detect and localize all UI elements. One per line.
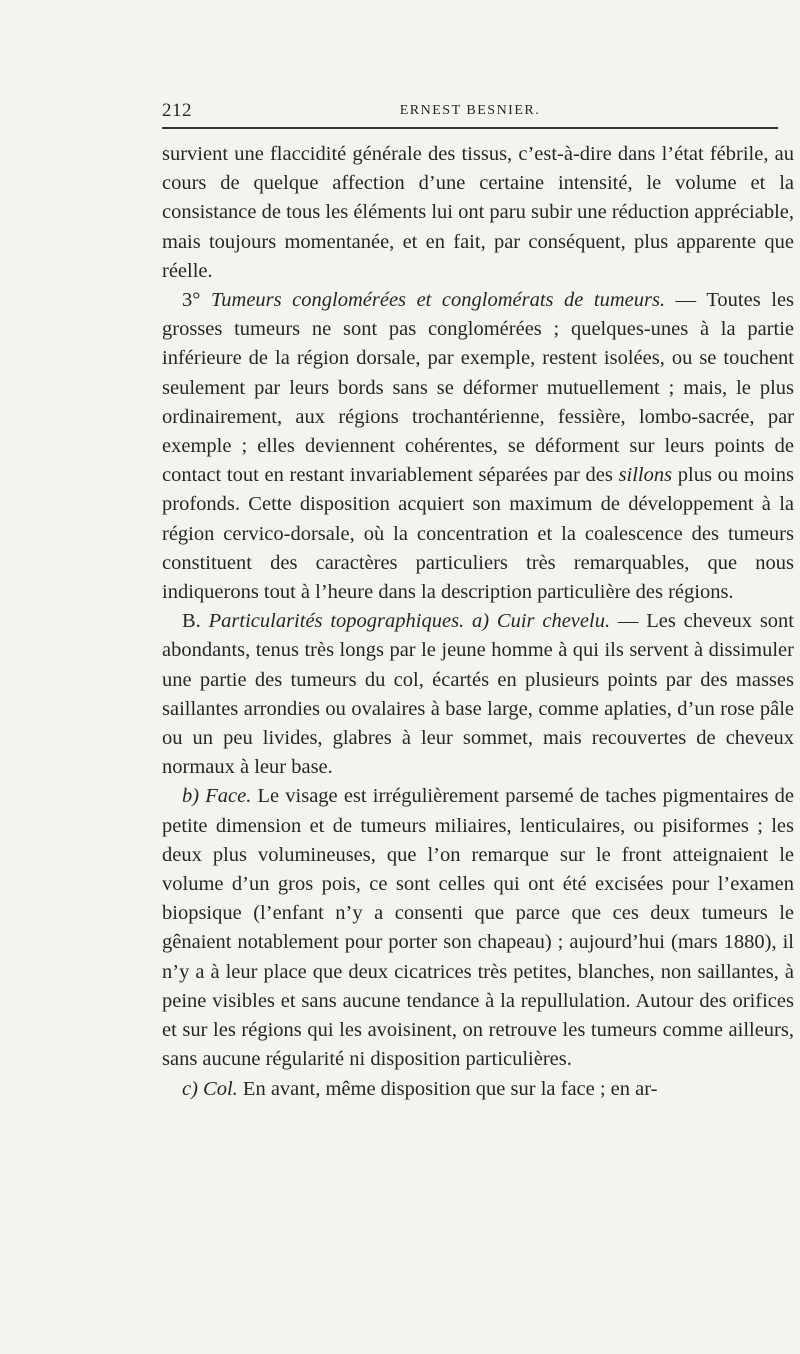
text-segment: — Les cheveux sont abondants, tenus très longs par le jeune homme à qui ils servent à dissimuler une partie des tumeurs du col, écartés en plusieurs points par des masses saillantes arrondies ou ovalaires à base large, comme aplaties, d’un rose pâle ou un peu livides, glabres à leur sommet, mais recouvertes de cheveux normaux à leur base. xyxy=(162,610,794,779)
text-segment: Le visage est irrégulièrement parsemé de taches pigmentaires de petite dimension et de tumeurs miliaires, lenticulaires, ou pisiformes ; les deux plus volumineuses, que l’on remarque sur le front atteignaient le volume d’un gros pois, ce sont celles qui ont été excisées pour l’examen biopsique (l’enfant n’y a consenti que parce que ces deux tumeurs le gênaient notablement pour porter son chapeau) ; aujourd’hui (mars 1880), il n’y a à leur place que deux cicatrices très petites, blanches, non saillantes, à peine visibles et sans aucune tendance à la repullulation. Autour des orifices et sur les régions qui les avoisinent, on retrouve les tumeurs comme ailleurs, sans aucune régularité ni disposition particulières. xyxy=(162,785,795,1071)
text-segment: 3° xyxy=(182,289,211,312)
paragraph xyxy=(162,140,794,286)
italic-text: sillons xyxy=(618,464,673,487)
paragraph xyxy=(162,1075,794,1104)
text-segment: plus ou moins profonds. Cette disposition acquiert son maximum de développement à la région cervico-dorsale, où la concentration et la coalescence des tumeurs constituent des caractères particuliers très remarquables, que nous indiquerons tout à l’heure dans la description particulière des régions. xyxy=(162,464,795,604)
italic-text: Particularités topographiques. a) Cuir chevelu. xyxy=(208,610,611,633)
paragraph xyxy=(162,286,794,607)
body-text xyxy=(162,140,794,1104)
italic-text: b) Face. xyxy=(182,785,252,808)
page-header xyxy=(162,100,778,130)
paragraph xyxy=(162,782,794,1074)
running-title: ERNEST BESNIER. xyxy=(399,103,541,118)
header-rule xyxy=(162,127,778,129)
text-segment: En avant, même disposition que sur la face ; en ar- xyxy=(237,1077,658,1100)
page-number: 212 xyxy=(162,100,192,121)
text-segment: — Toutes les grosses tumeurs ne sont pas conglomérées ; quelques-unes à la partie inférieure de la région dorsale, par exemple, restent isolées, ou se touchent seulement par leurs bords sans se déformer mutuellement ; mais, le plus ordinairement, aux régions trochantérienne, fessière, lombo-sacrée, par exemple ; elles deviennent cohérentes, se déforment sur leurs points de contact tout en restant invariablement séparées par des xyxy=(162,289,795,487)
text-segment: B. xyxy=(182,610,209,633)
paragraph xyxy=(162,607,794,782)
text-segment: survient une flaccidité générale des tissus, c’est-à-dire dans l’état fébrile, au cours de quelque affection d’une certaine intensité, le volume et la consistance de tous les éléments lui ont paru subir une réduction appréciable, mais toujours momentanée, et en fait, par conséquent, plus apparente que réelle. xyxy=(162,143,794,282)
italic-text: Tumeurs conglomérées et conglomérats de tumeurs. xyxy=(211,289,666,312)
italic-text: c) Col. xyxy=(182,1077,238,1100)
